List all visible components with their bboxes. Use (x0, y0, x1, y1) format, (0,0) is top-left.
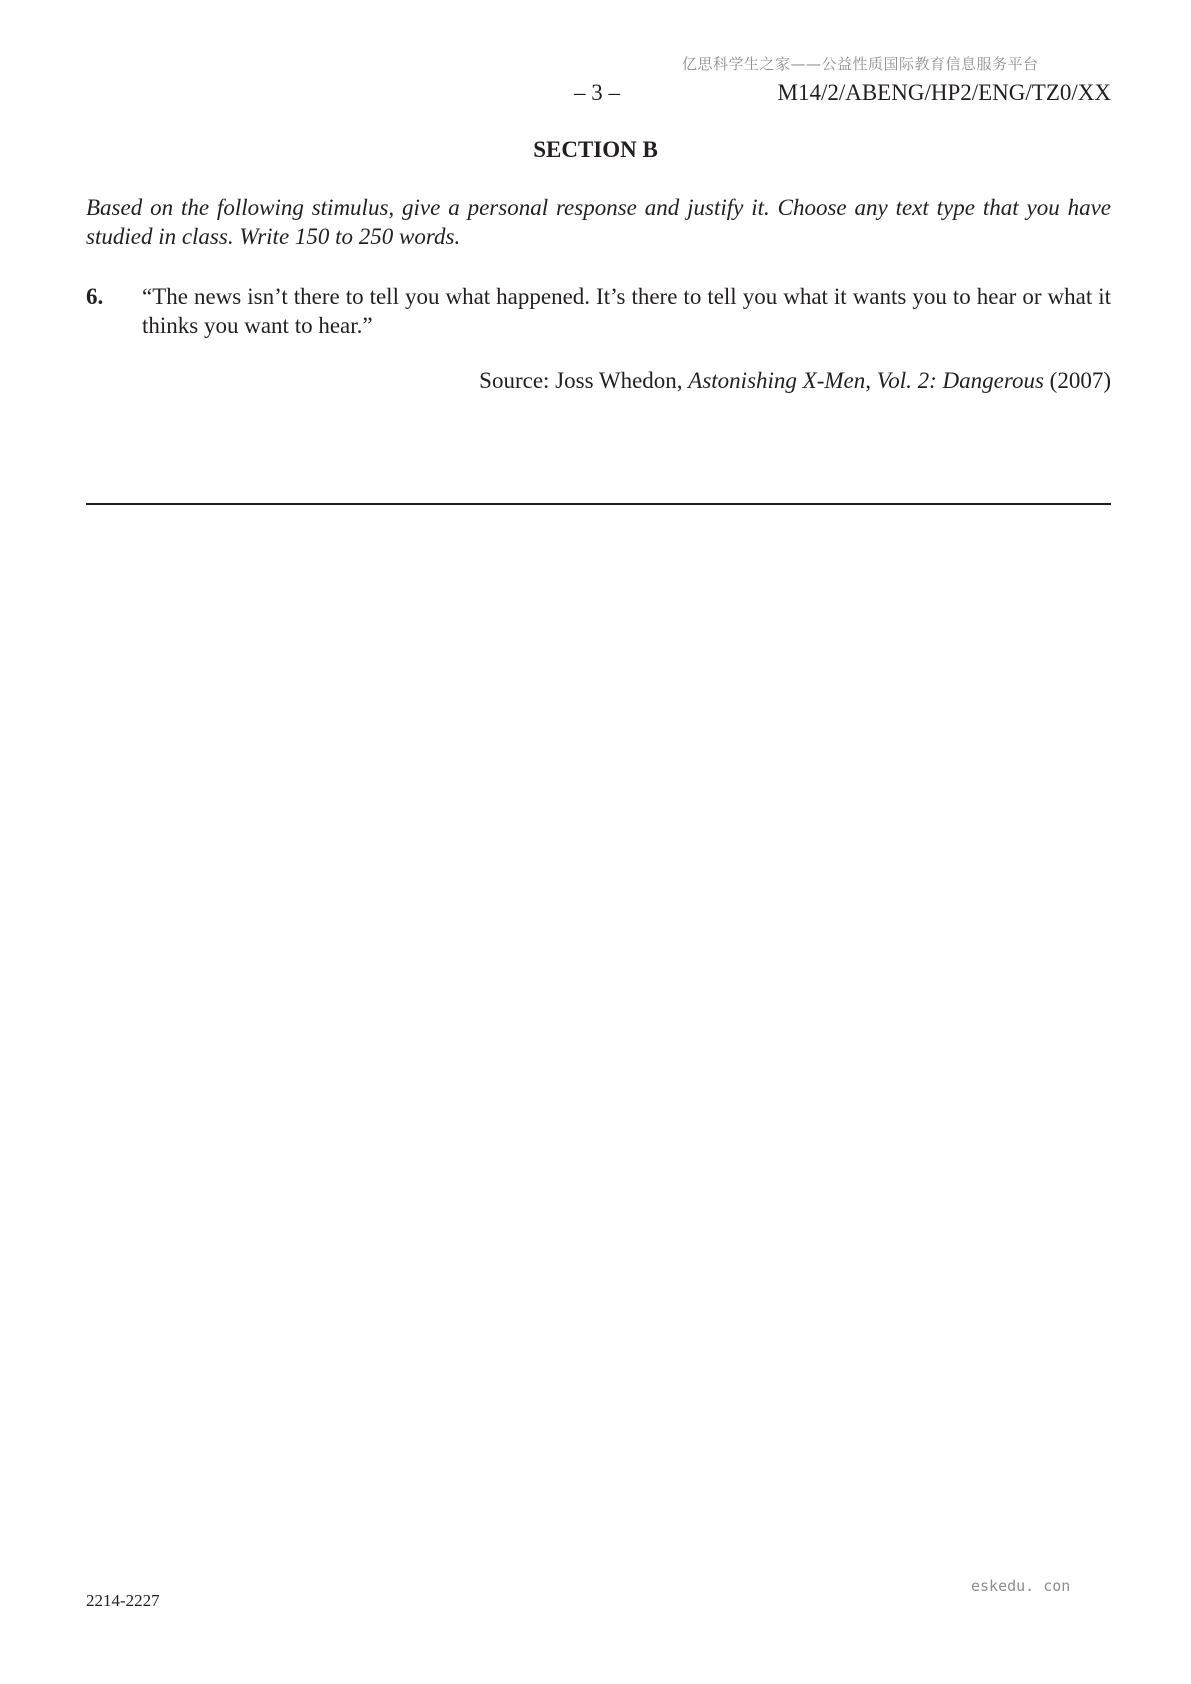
source-prefix: Source: Joss Whedon, (479, 368, 689, 393)
footer-code: 2214-2227 (86, 1591, 160, 1610)
watermark-bottom: eskedu. con (971, 1577, 1071, 1595)
source-title: Astonishing X-Men, Vol. 2: Dangerous (688, 368, 1044, 393)
source-suffix: (2007) (1043, 368, 1111, 393)
quote-source (479, 368, 1111, 394)
section-instructions: Based on the following stimulus, give a personal response and justify it. Choose any text type that you have studied in class. Write 150 to 250 words. (86, 195, 1111, 249)
question-number: 6. (86, 284, 104, 309)
page-number: – 3 – (574, 80, 620, 105)
paper-code: M14/2/ABENG/HP2/ENG/TZ0/XX (777, 80, 1111, 105)
question-quote: “The news isn’t there to tell you what happened. It’s there to tell you what it wants you to hear or what it thinks you want to hear.” (142, 284, 1111, 338)
section-title: SECTION B (533, 137, 658, 162)
watermark-top: 亿思科学生之家——公益性质国际教育信息服务平台 (682, 55, 1039, 73)
section-divider (86, 503, 1111, 505)
